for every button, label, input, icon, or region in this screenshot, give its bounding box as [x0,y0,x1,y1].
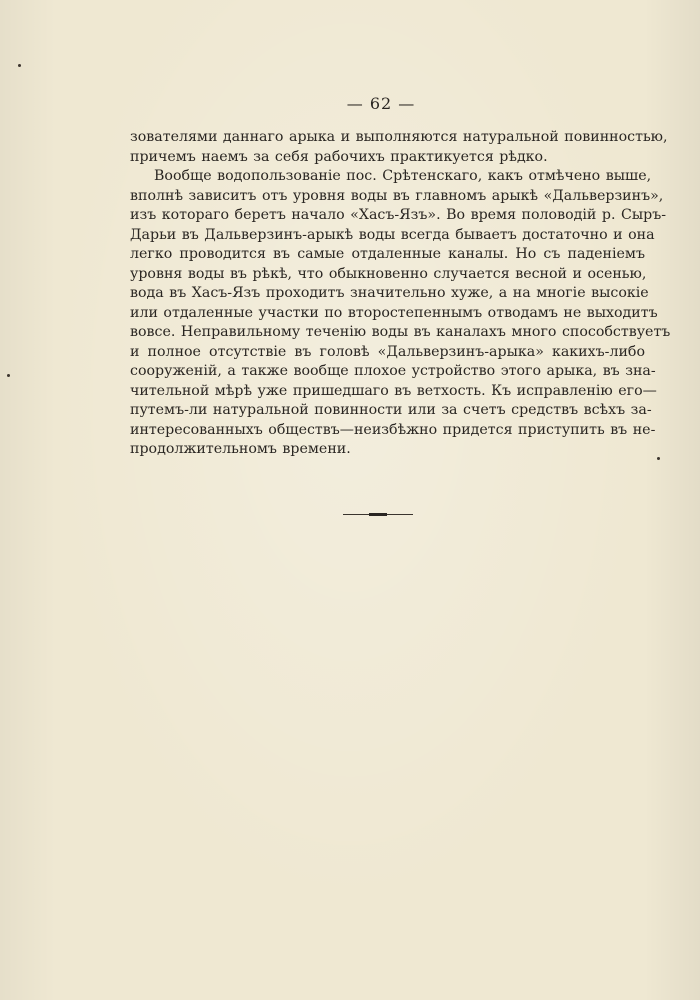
text-line: продолжительномъ времени. [130,441,351,457]
body-text [130,128,671,460]
text-line: путемъ-ли натуральной повинности или за счетъ средствъ всѣхъ за- [130,402,652,418]
text-line: Вообще водопользованіе пос. Срѣтенскаго, какъ отмѣчено выше, [154,168,652,184]
text-line: уровня воды въ рѣкѣ, что обыкновенно случается весной и осенью, [130,265,647,282]
text-line: причемъ наемъ за себя рабочихъ практикуется рѣдко. [130,148,548,165]
text-line: вовсе. Неправильному теченію воды въ каналахъ много способствуетъ [130,324,671,340]
text-line: чительной мѣрѣ уже пришедшаго въ ветхость. Къ исправленію его— [130,382,657,399]
text-line: легко проводится въ самые отдаленные каналы. Но съ паденіемъ [130,246,645,262]
text-line: зователями даннаго арыка и выполняются натуральной повинностью, [130,129,668,145]
paper-speck [7,374,10,377]
page-number: — 62 — [346,94,416,113]
paragraph-1 [130,128,668,167]
text-line: или отдаленные участки по второстепеннымъ отводамъ не выходитъ [130,304,658,321]
text-line: вполнѣ зависитъ отъ уровня воды въ главномъ арыкѣ «Дальверзинъ», [130,187,664,204]
section-divider [343,514,413,515]
text-line: сооруженій, а также вообще плохое устройство этого арыка, въ зна- [130,363,656,379]
paragraph-2 [130,167,671,460]
text-line: и полное отсутствіе въ головѣ «Дальверзинъ-арыка» какихъ-либо [130,343,645,360]
text-line: вода въ Хасъ-Язъ проходитъ значительно хуже, а на многіе высокіе [130,285,649,301]
text-line: интересованныхъ обществъ—неизбѣжно придется приступить въ не- [130,421,656,438]
text-line: изъ котораго беретъ начало «Хасъ-Язъ». Во время половодій р. Сыръ- [130,207,667,223]
text-line: Дарьи въ Дальверзинъ-арыкѣ воды всегда бываетъ достаточно и она [130,226,655,243]
paper-speck [657,457,660,460]
paper-speck [18,64,21,67]
